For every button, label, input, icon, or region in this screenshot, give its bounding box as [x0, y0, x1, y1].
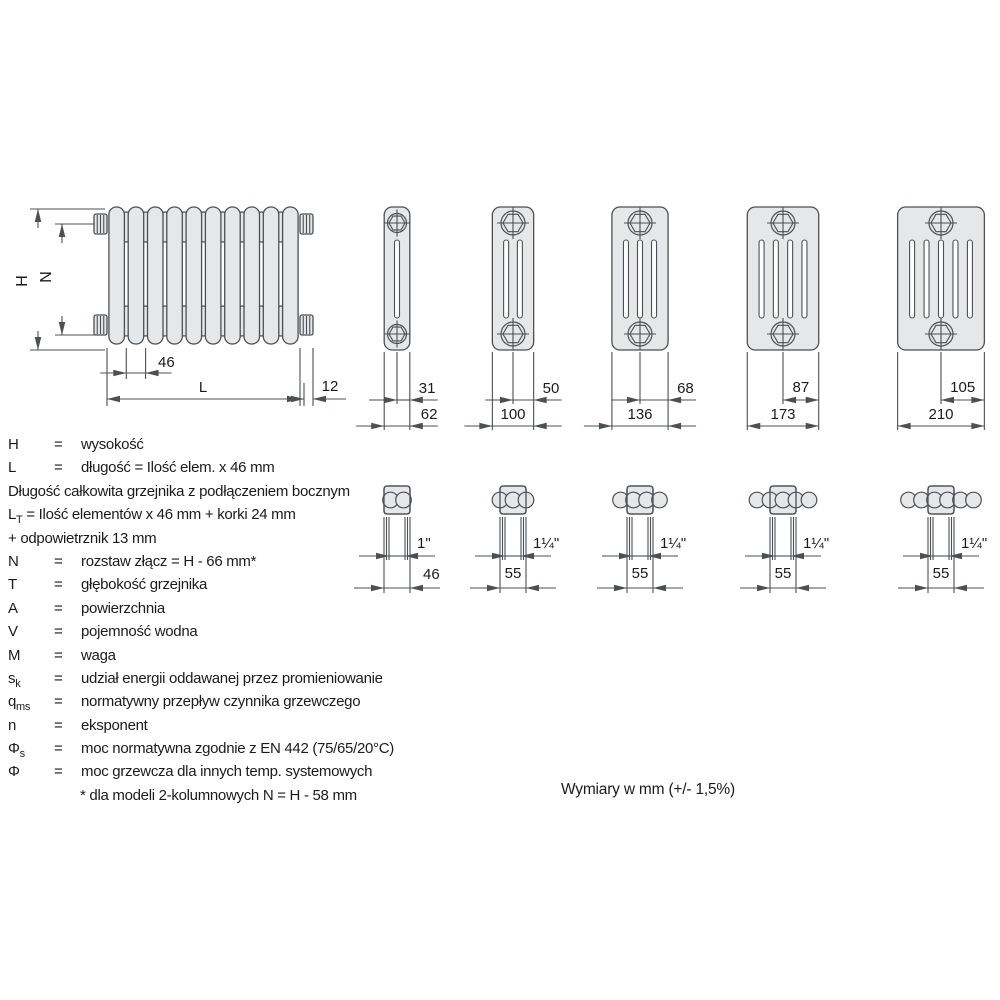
legend-text: udział energii oddawanej przez promieniowanie [81, 669, 383, 687]
sym [8, 644, 54, 667]
eq: = [54, 646, 63, 664]
dimensions-note: Wymiary w mm (+/- 1,5%) [561, 781, 735, 798]
legend-row [8, 433, 478, 456]
top-view-5-column [740, 486, 829, 593]
eq: = [54, 552, 63, 570]
legend-symbol-main: A [8, 599, 18, 617]
legend-text: powierzchnia [81, 599, 165, 617]
dimension-label: 12 [321, 378, 339, 395]
legend-row [8, 456, 478, 479]
legend-text: długość = Ilość elem. x 46 mm [81, 459, 275, 477]
eq: = [54, 576, 63, 594]
dimension-label: 1¼" [961, 535, 988, 552]
eq: = [54, 763, 63, 781]
dimension-label: 46 [423, 566, 440, 583]
cross-section-4-column [584, 207, 696, 430]
dimension-label: 1¼" [533, 535, 560, 552]
top-view-3-column [470, 486, 559, 593]
dimension-label: 136 [627, 406, 653, 423]
cross-section-2-column [356, 207, 438, 430]
legend-text: moc grzewcza dla innych temp. systemowych [81, 763, 373, 781]
front-view-radiator [14, 207, 346, 406]
legend-row [8, 784, 478, 807]
sym [8, 597, 54, 620]
legend-text: eksponent [81, 716, 148, 734]
legend-text: normatywny przepływ czynnika grzewczego [81, 693, 361, 711]
legend-symbol-main: Φ [8, 763, 20, 781]
dimension-label: 1" [417, 535, 431, 552]
legend-text: moc normatywna zgodnie z EN 442 (75/65/20°C) [81, 740, 394, 758]
eq: = [54, 623, 63, 641]
legend-symbol-main: V [8, 623, 18, 641]
legend-text: + odpowietrznik 13 mm [8, 529, 157, 547]
legend-text: głębokość grzejnika [81, 576, 208, 594]
legend-row [8, 573, 478, 596]
cross-section-6-column [898, 207, 985, 430]
legend-sub: ms [16, 701, 31, 714]
legend-symbol-main: L [8, 459, 17, 477]
legend-row [8, 480, 478, 503]
legend-text: rozstaw złącz = H - 66 mm* [81, 552, 257, 570]
dimension-label: 55 [631, 565, 649, 582]
legend-symbol-main: L [8, 506, 17, 524]
sym [8, 714, 54, 737]
dimension-label: 173 [770, 406, 796, 423]
sym [8, 620, 54, 643]
top-view-6-column [898, 486, 987, 593]
sym [8, 760, 54, 783]
eq: = [54, 459, 63, 477]
cross-section-5-column [747, 207, 818, 430]
dimension-label: 105 [950, 379, 976, 396]
legend-row [8, 667, 478, 690]
cross-section-3-column [464, 207, 561, 430]
legend-symbol-main: M [8, 646, 21, 664]
legend-text: waga [81, 646, 116, 664]
dimension-label: H [14, 275, 31, 287]
legend [8, 433, 478, 807]
legend-symbol-main: n [8, 716, 17, 734]
legend-symbol-main: H [8, 436, 19, 453]
legend-symbol-main: T [8, 576, 17, 594]
legend-text: * dla modeli 2-kolumnowych N = H - 58 mm [80, 786, 357, 804]
sym [8, 550, 54, 573]
dimension-label: 31 [418, 380, 436, 397]
legend-text: wysokość [81, 436, 144, 453]
eq: = [54, 740, 63, 758]
legend-sub: s [19, 748, 25, 761]
eq: = [54, 693, 63, 711]
legend-row [8, 550, 478, 573]
legend-row [8, 527, 478, 550]
legend-text: = Ilość elementów x 46 mm + korki 24 mm [26, 506, 296, 524]
dimension-label: N [38, 271, 55, 283]
dimension-label: 50 [542, 380, 560, 397]
dimension-label: 100 [500, 406, 526, 423]
dimension-label: 1¼" [803, 535, 830, 552]
dimension-label: 210 [928, 406, 954, 423]
dimension-label: 87 [792, 379, 810, 396]
legend-symbol-main: Φ [8, 740, 20, 758]
legend-row [8, 620, 478, 643]
legend-symbol-main: q [8, 693, 17, 711]
eq: = [54, 669, 63, 687]
dimension-label: 46 [158, 354, 175, 371]
legend-symbol [8, 506, 23, 527]
legend-text: Długość całkowita grzejnika z podłączeniem bocznym [8, 482, 350, 500]
top-view-4-column [597, 486, 686, 593]
dimension-label: 55 [774, 565, 792, 582]
eq: = [54, 436, 63, 453]
eq: = [54, 599, 63, 617]
legend-row [8, 597, 478, 620]
legend-row [8, 714, 478, 737]
legend-row [8, 690, 478, 713]
legend-row [8, 737, 478, 760]
dimension-label: 68 [677, 380, 694, 397]
legend-sub: T [16, 514, 23, 527]
legend-symbol-main: N [8, 552, 19, 570]
dimension-label: 55 [504, 565, 522, 582]
sym [8, 456, 54, 479]
legend-sub: k [15, 677, 21, 690]
legend-text: pojemność wodna [81, 623, 198, 641]
legend-row [8, 644, 478, 667]
legend-symbol-main: s [8, 669, 16, 687]
legend-row [8, 503, 478, 526]
dimension-label: 62 [420, 406, 438, 423]
dimension-label: 55 [932, 565, 950, 582]
dimension-label: 1¼" [660, 535, 687, 552]
sym [8, 433, 54, 456]
legend-row [8, 760, 478, 783]
dimension-label: L [198, 379, 208, 396]
sym [8, 573, 54, 596]
eq: = [54, 716, 63, 734]
